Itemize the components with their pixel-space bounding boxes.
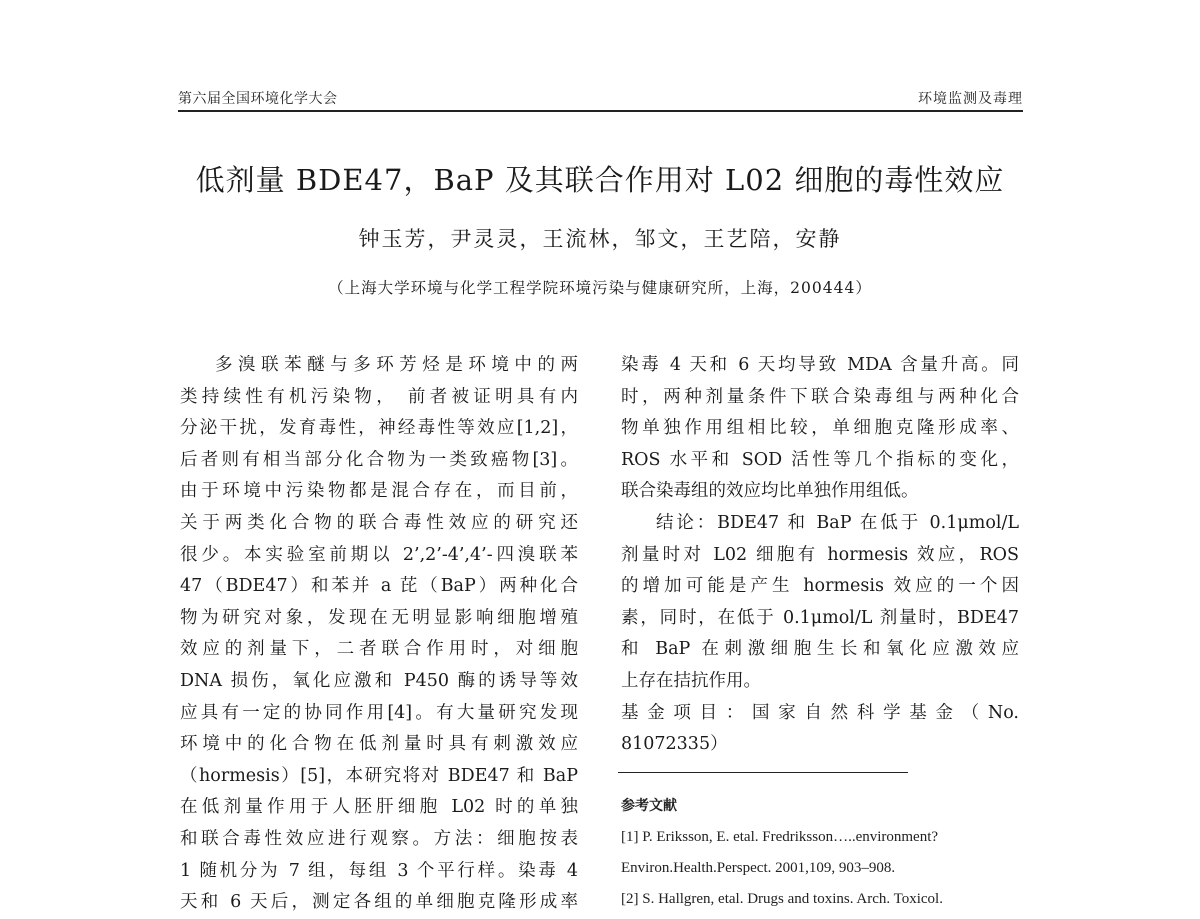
body-line: 由于环境中污染物都是混合存在，而目前，	[180, 481, 578, 502]
body-line: 很少。本实验室前期以 2’,2’-4’,4’-四溴联苯	[180, 544, 578, 565]
conclusion-line: 剂量时对 L02 细胞有 hormesis 效应，ROS	[621, 544, 1019, 565]
body-line: 后者则有相当部分化合物为一类致癌物[3]。	[180, 449, 578, 470]
reference-item: Environ.Health.Perspect. 2001,109, 903–908.	[621, 860, 896, 876]
body-line: 分泌干扰，发育毒性，神经毒性等效应[1,2]，	[180, 418, 578, 439]
conclusion-line: 素，同时，在低于 0.1μmol/L 剂量时，BDE47	[621, 607, 1019, 628]
funding-line: 81072335）	[621, 734, 728, 755]
conclusion-line: 的增加可能是产生 hormesis 效应的一个因	[621, 576, 1019, 597]
paper-title: 低剂量 BDE47，BaP 及其联合作用对 L02 细胞的毒性效应	[195, 163, 1005, 197]
conclusion-line: 上存在拮抗作用。	[621, 670, 761, 691]
body-line: 效应的剂量下，二者联合作用时，对细胞	[180, 639, 578, 660]
affiliation: （上海大学环境与化学工程学院环境污染与健康研究所，上海，200444）	[328, 279, 872, 297]
body-line: 天和 6 天后，测定各组的单细胞克隆形成率	[180, 892, 578, 913]
references-divider	[618, 772, 908, 773]
reference-item: [1] P. Eriksson, E. etal. Fredriksson…..environment?	[621, 829, 939, 845]
body-line: 在低剂量作用于人胚肝细胞 L02 时的单独	[180, 797, 578, 818]
body-line: 染毒 4 天和 6 天均导致 MDA 含量升高。同	[621, 355, 1019, 375]
left-column	[180, 350, 578, 913]
conclusion-line: 和 BaP 在刺激细胞生长和氧化应激效应	[621, 639, 1019, 660]
body-line: 和联合毒性效应进行观察。方法：细胞按表	[180, 828, 578, 849]
conference-name: 第六届全国环境化学大会	[178, 91, 338, 107]
body-line: 关于两类化合物的联合毒性效应的研究还	[180, 512, 578, 533]
section-name: 环境监测及毒理	[918, 91, 1023, 107]
body-line: ROS 水平和 SOD 活性等几个指标的变化，	[621, 449, 1019, 470]
body-line: 物为研究对象，发现在无明显影响细胞增殖	[180, 607, 578, 628]
running-header	[178, 86, 1023, 112]
reference-list	[621, 822, 1019, 907]
body-line: 1 随机分为 7 组，每组 3 个平行样。染毒 4	[180, 860, 578, 881]
author-list: 钟玉芳，尹灵灵，王流林，邹文，王艺陪，安静	[358, 227, 842, 251]
body-line: 联合染毒组的效应均比单独作用组低。	[621, 481, 919, 502]
body-line: 时，两种剂量条件下联合染毒组与两种化合	[621, 386, 1019, 407]
body-line: 多溴联苯醚与多环芳烃是环境中的两	[215, 355, 578, 375]
body-line: DNA 损伤，氧化应激和 P450 酶的诱导等效	[180, 670, 578, 691]
conclusion-line: 结论：BDE47 和 BaP 在低于 0.1μmol/L	[656, 512, 1019, 533]
right-column	[621, 350, 1019, 761]
body-line: 环境中的化合物在低剂量时具有刺激效应	[180, 734, 578, 755]
body-line: 47（BDE47）和苯并 a 芘（BaP）两种化合	[180, 576, 578, 597]
reference-item: [2] S. Hallgren, etal. Drugs and toxins. Arch. Toxicol.	[621, 891, 943, 907]
references-heading: 参考文献	[621, 798, 677, 814]
body-line: 物单独作用组相比较，单细胞克隆形成率、	[621, 418, 1019, 439]
body-line: 类持续性有机污染物， 前者被证明具有内	[180, 386, 578, 407]
funding-line: 基金项目：国家自然科学基金（No.	[621, 702, 1019, 723]
body-line: （hormesis）[5]，本研究将对 BDE47 和 BaP	[180, 765, 578, 786]
body-line: 应具有一定的协同作用[4]。有大量研究发现	[180, 702, 578, 723]
